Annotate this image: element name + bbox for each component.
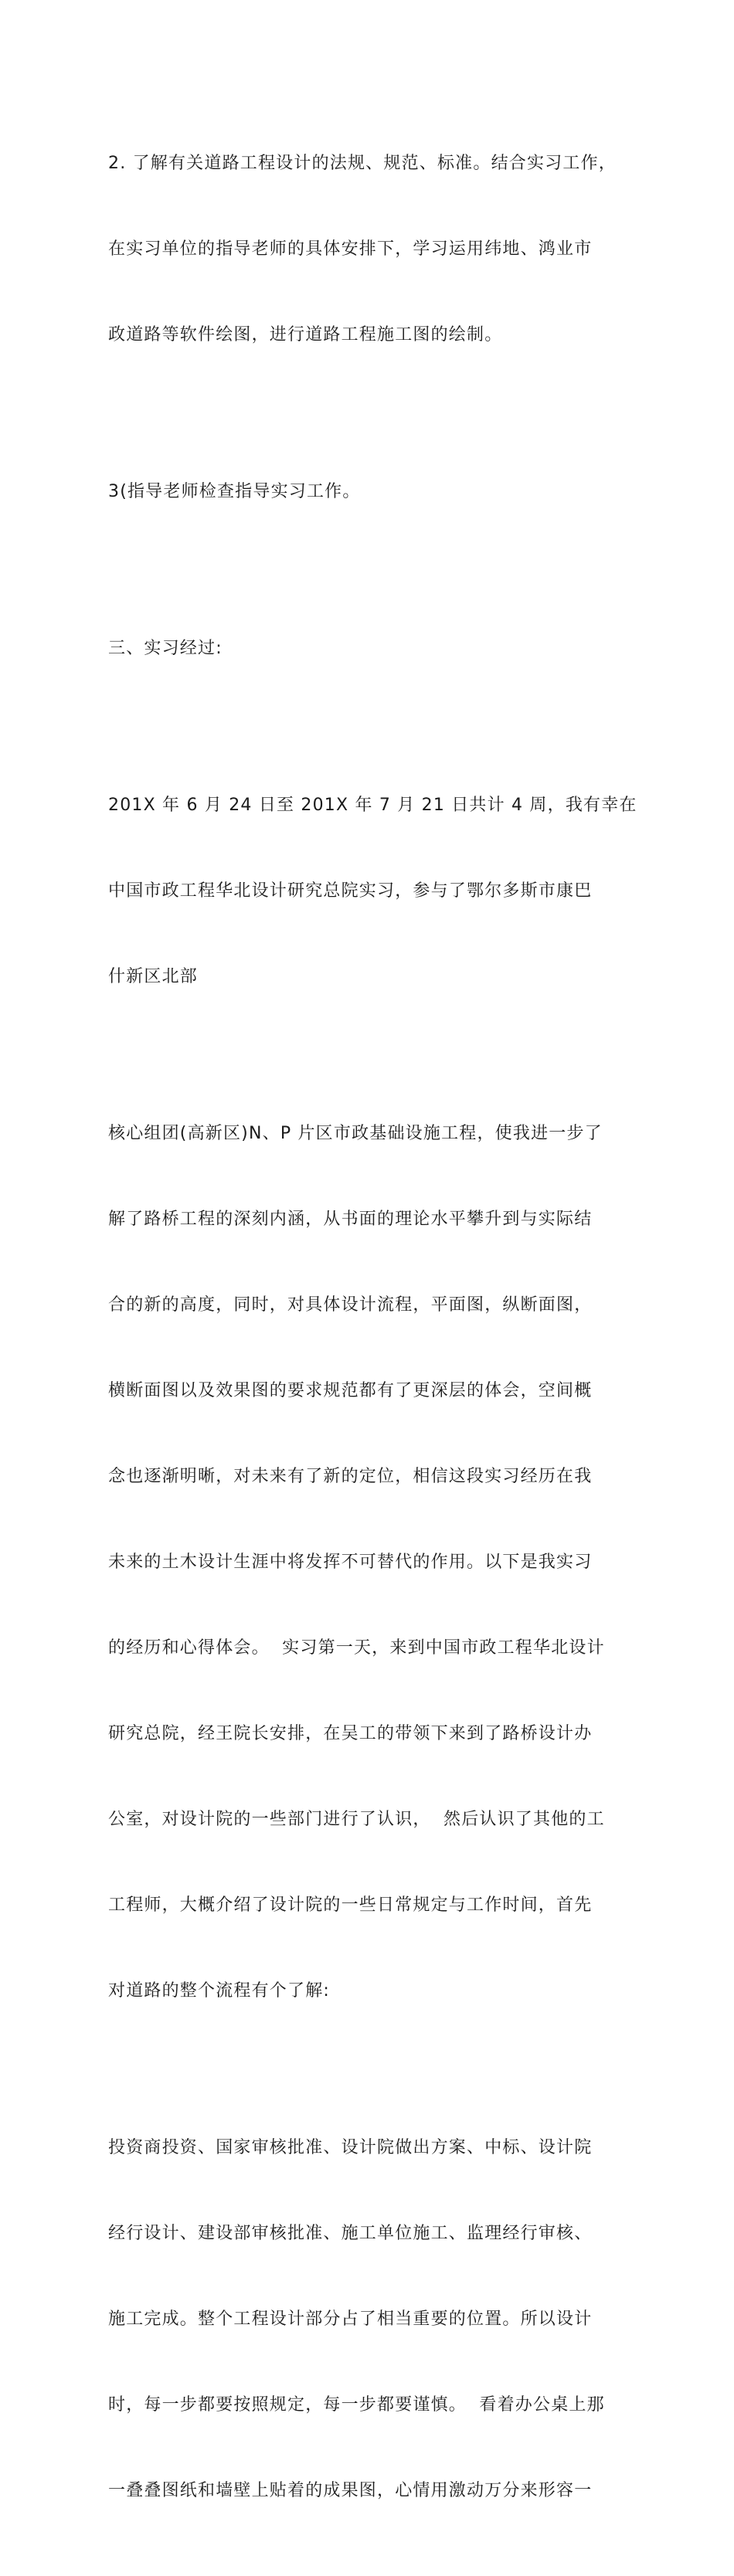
text-line: 施工完成。整个工程设计部分占了相当重要的位置。所以设计 bbox=[108, 2310, 593, 2329]
paragraph-requirement-3 bbox=[108, 420, 641, 563]
text-line: 3(指导老师检查指导实习工作。 bbox=[108, 482, 361, 501]
text-line: 在实习单位的指导老师的具体安排下，学习运用纬地、鸿业市 bbox=[108, 239, 593, 259]
text-line: 解了路桥工程的深刻内涵，从书面的理论水平攀升到与实际结 bbox=[108, 1210, 593, 1229]
text-line: 的经历和心得体会。 实习第一天，来到中国市政工程华北设计 bbox=[108, 1638, 605, 1658]
text-line: 横断面图以及效果图的要求规范都有了更深层的体会，空间概 bbox=[108, 1381, 593, 1400]
text-line: 三、实习经过: bbox=[108, 639, 223, 658]
document-body bbox=[108, 92, 641, 2576]
text-line: 政道路等软件绘图，进行道路工程施工图的绘制。 bbox=[108, 325, 503, 344]
text-line: 公室，对设计院的一些部门进行了认识， 然后认识了其他的工 bbox=[108, 1810, 605, 1829]
text-line: 合的新的高度，同时，对具体设计流程，平面图，纵断面图， bbox=[108, 1295, 593, 1315]
text-line: 投资商投资、国家审核批准、设计院做出方案、中标、设计院 bbox=[108, 2138, 593, 2157]
paragraph-design-workflow bbox=[108, 2076, 641, 2562]
paragraph-project-experience bbox=[108, 1062, 641, 2062]
text-line: 什新区北部 bbox=[108, 967, 199, 986]
text-line: 中国市政工程华北设计研究总院实习，参与了鄂尔多斯市康巴 bbox=[108, 881, 593, 901]
text-line: 工程师，大概介绍了设计院的一些日常规定与工作时间，首先 bbox=[108, 1896, 593, 1915]
text-line: 核心组团(高新区)N、P 片区市政基础设施工程，使我进一步了 bbox=[108, 1124, 603, 1143]
text-line: 对道路的整个流程有个了解: bbox=[108, 1981, 331, 2001]
text-line: 未来的土木设计生涯中将发挥不可替代的作用。以下是我实习 bbox=[108, 1553, 593, 1572]
paragraph-internship-period bbox=[108, 734, 641, 1048]
text-line: 研究总院，经王院长安排，在吴工的带领下来到了路桥设计办 bbox=[108, 1724, 593, 1743]
text-line: 时，每一步都要按照规定，每一步都要谨慎。 看着办公桌上那 bbox=[108, 2395, 605, 2415]
text-line: 念也逐渐明晰，对未来有了新的定位，相信这段实习经历在我 bbox=[108, 1467, 593, 1486]
section-heading-internship-process bbox=[108, 577, 641, 720]
paragraph-requirement-2 bbox=[108, 92, 641, 406]
text-line: 一叠叠图纸和墙壁上贴着的成果图，心情用激动万分来形容一 bbox=[108, 2481, 593, 2500]
text-line: 201X 年 6 月 24 日至 201X 年 7 月 21 日共计 4 周，我有幸在 bbox=[108, 796, 637, 815]
text-line: 经行设计、建设部审核批准、施工单位施工、监理经行审核、 bbox=[108, 2224, 593, 2243]
text-line: 2. 了解有关道路工程设计的法规、规范、标准。结合实习工作， bbox=[108, 154, 617, 173]
